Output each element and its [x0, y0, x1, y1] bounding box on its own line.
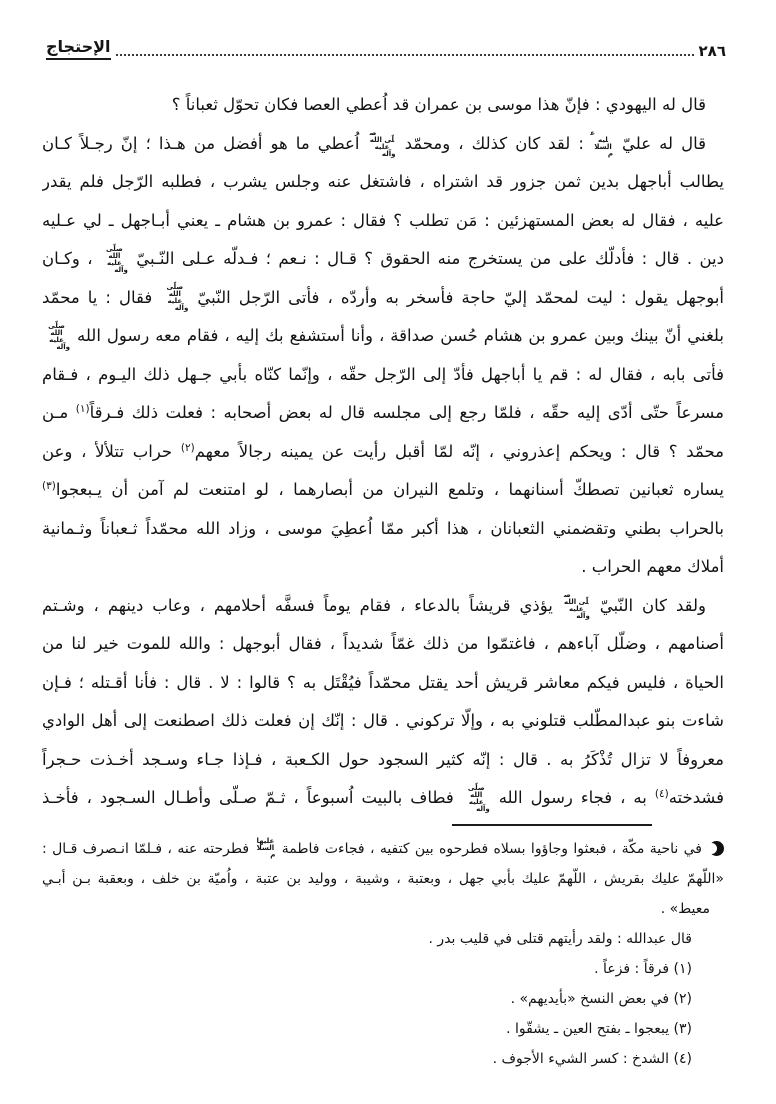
honorific-saw-icon: صلّى الله عليه وآله [369, 129, 396, 158]
footnote-continuation-icon [709, 841, 724, 856]
body-line: أصنامهم ، وضلّل آباءهم ، فاغتمّوا من ذلك غمّاً شديداً ، فقال أبوجهل : والله للموت خير لنا من [42, 634, 724, 653]
footnote-item: (٤) الشدخ : كسر الشيء الأجوف . [492, 1050, 692, 1067]
body-line: شاءت بنو عبدالمطّلب قتلوني به ، وإلّا تركوني . قال : إنّك إن فعلت ذلك اصطنعت إلى أهل الوادي [42, 711, 724, 730]
footnote-divider [452, 824, 652, 826]
footnote-ref: (٣) [42, 480, 56, 492]
body-line: بالحراب بطني وتقضمني الثعبانان ، هذا أكبر ممّا اُعطِيَ موسى ، وزاد الله محمّداً ثـعباناً وثـمانية [42, 518, 724, 538]
body-line: دين . قال : فأدلّك على من يستخرج منه الحقوق ؟ قـال : نـعم ؛ فـدلّه عـلى النّـبيّ صلّى الله عليه وآله ، وكـان [42, 244, 724, 274]
footnote-text: «اللّهمّ عليك بقريش ، اللّهمّ عليك بأبي جهل ، وبعتبة ، وشيبة ، ووليد بن عتبة ، واُميّة بن خلف ، وبعقبة بـن أبـي [42, 870, 724, 887]
body-line: عليه ، فقال له بعض المستهزئين : مَن تطلب ؟ فقال : عمرو بن هشام ـ يعني أبـاجهل ـ لي عـليه [42, 210, 724, 230]
body-line: قال له عليّ عليه السلام : لقد كان كذلك ، ومحمّد صلّى الله عليه وآله اُعطي ما هو أفضل من هـذا ؛ إنّ رجـلاً كـان [42, 129, 707, 158]
body-line: مسرعاً حتّى أدّى إليه حقّه ، فلمّا رجع إلى مجلسه قال له بعض أصحابه : فعلت ذلك فـرقاً$^{(١)}$ مـن [42, 403, 724, 422]
body-line: قال له اليهودي : فإنّ هذا موسى بن عمران قد اُعطي العصا فكان تحوّل ثعباناً ؟ [171, 95, 706, 114]
body-line: بلغني أنّ بينك وبين عمرو بن هشام حُسن صداقة ، وأنا أستشفع بك إليه ، فقام معه رسول الله صلّى الله عليه وآله [42, 317, 724, 356]
body-line: فأتى بابه ، فقال له : قم يا أباجهل فأدّ إلى الرّجل حقّه ، وإنّما كنّاه بأبي جـهل ذلك اليـوم ، فـقام [42, 364, 724, 384]
honorific-saw-icon: صلّى الله عليه وآله [467, 783, 490, 813]
body-line: الحياة ، فليس فيكم معاشر قريش أحد يقتل محمّداً فيُقْتَل به ؟ قالوا : لا . قال : فأنا أقـتله ؛ فـإن [42, 672, 724, 692]
honorific-saw-icon: صلّى الله عليه وآله [48, 321, 70, 351]
body-line: معروفاً لا تزال تُذْكَرُ به . قال : إنّه كثير السجود حول الكـعبة ، فـإذا جـاء وسـجد أخـذت حـجراً [42, 749, 724, 769]
body-line: يطالب أباجهل بدين ثمن جزور قد اشتراه ، فاشتغل عنه وجلس يشرب ، فطلبه الرّجل فلم يقدر [42, 172, 724, 191]
footnote-narration: قال عبدالله : ولقد رأيتهم قتلى في قليب بدر . [428, 930, 692, 947]
honorific-as-icon: عليه السلام [590, 129, 613, 158]
footnotes [0, 834, 776, 1074]
footnote-ref: (٤) [654, 788, 669, 800]
paragraph [42, 587, 724, 818]
page-header [0, 0, 776, 60]
footnote-item: (٣) يبعجوا ـ بفتح العين ـ يشقّوا . [506, 1020, 692, 1037]
paragraph [42, 86, 724, 125]
footnote-continuation-end: معيط» . [660, 900, 710, 917]
body-line: أبوجهل يقول : ليت لمحمّد إليّ حاجة فأسخر به وأردّه ، فأتى الرّجل النّبيّ صلّى الله عليه وآله فقال : يا محمّد [42, 283, 724, 312]
paragraph [42, 125, 724, 587]
footnote-continuation-line [42, 834, 724, 864]
honorific-asf-icon: عليها السلام [256, 837, 276, 859]
footnote-text: في ناحية مكّة ، فبعثوا وجاؤوا بسلاه فطرحوه بين كتفيه ، فجاءت فاطمة عليها السلام فطرحته عنه ، فـلمّا انـصرف قـال : [42, 837, 702, 859]
footnote-ref: (٢) [180, 441, 195, 454]
footnote-ref: (١) [75, 403, 90, 415]
footnote-item: (١) فرقاً : فزعاً . [594, 960, 692, 977]
body-line: أملاك معهم الحراب . [581, 557, 724, 576]
footnote-item: (٢) في بعض النسخ «بأيديهم» . [510, 990, 692, 1007]
footnote-continuation-line [42, 864, 724, 894]
honorific-saw-icon: صلّى الله عليه وآله [166, 283, 189, 312]
body-line: محمّد ؟ قال : ويحكم إعذروني ، إنّه لمّا أقبل رأيت عن يمينه رجالاً معهم$^{(٢)}$ حراب تتلألأ ، وعن [42, 441, 724, 461]
dotted-leader [116, 54, 694, 56]
page-body [0, 86, 776, 818]
body-line: ولقد كان النّبيّ صلّى الله عليه وآله يؤذي قريشاً بالدعاء ، فقام يوماً فسفَّه أحلامهم ، وعاب دينهم ، وشـتم [42, 591, 706, 620]
body-line: يساره ثعبانين تصطكّ أسنانهما ، وتلمع النيران من أبصارهما ، لو امتنعت لم آمن أن يـبعجوا$^{(٣)}$ [42, 480, 724, 499]
body-line: فشدخته$^{(٤)}$ به ، فجاء رسول الله صلّى الله عليه وآله فطاف بالبيت اُسبوعاً ، ثـمّ صـلّى وأطـال السـجود ، فأخـذ [42, 783, 724, 813]
honorific-saw-icon: صلّى الله عليه وآله [563, 591, 590, 620]
honorific-saw-icon: صلّى الله عليه وآله [106, 244, 128, 274]
running-title: الإحتجاج [46, 37, 111, 60]
page-number: ٢٨٦ [698, 42, 726, 60]
